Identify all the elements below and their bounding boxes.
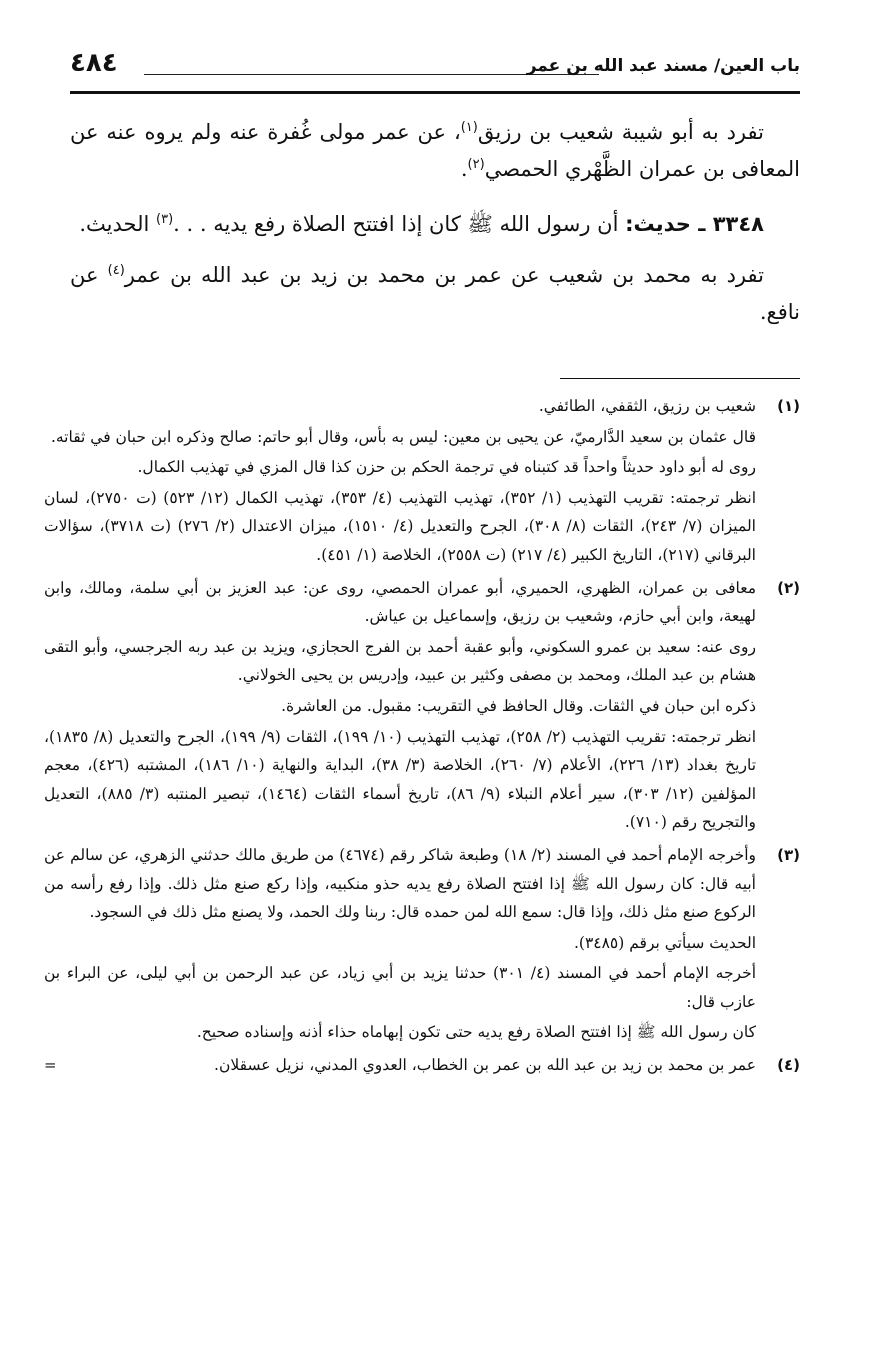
- footnote-paragraph: كان رسول الله ﷺ إذا افتتح الصلاة رفع يديه حتى تكون إبهاماه حذاء أذنه وإسناده صحيح.: [196, 1023, 756, 1042]
- hadith-number: ٣٣٤٨ ـ حديث:: [625, 212, 764, 236]
- footnote-4: [44, 1051, 800, 1080]
- footnote-marker: (٤): [777, 1056, 800, 1075]
- footnote-paragraph: انظر ترجمته: تقريب التهذيب (٢/ ٢٥٨)، تهذيب التهذيب (١٠/ ١٩٩)، الثقات (٩/ ١٩٩)، الجرح والتعديل (٨/ ١٨٣٥)، تاريخ بغداد (١٣/ ٢٢٦)، الأعلام (٧/ ٢٦٠)، الخلاصة (٣/ ٣٨)، البداية والنهاية (١٠/ ١٨٦)، المشتبه (٤٢٦)، معجم المؤلفين (١٢/ ٣٠٣)، سير أعلام النبلاء (٩/ ٨٦)، تاريخ أسماء الثقات (١٤٦٤)، تبصير المنتبه (٣/ ٨٨٥)، التعديل والتجريح رقم (٧١٠).: [44, 727, 757, 832]
- footnote-3: [44, 841, 800, 1047]
- footnote-paragraph: وأخرجه الإمام أحمد في المسند (٢/ ١٨) وطبعة شاكر رقم (٤٦٧٤) من طريق مالك حدثني الزهري، عن سالم عن أبيه قال: كان رسول الله ﷺ إذا افتتح الصلاة رفع يديه حذو منكبيه، وإذا ركع صنع مثل ذلك. وإذا رفع رأسه من الركوع صنع مثل ذلك، وإذا قال: سمع الله لمن حمده قال: ربنا ولك الحمد، ولا يصنع مثل ذلك في السجود.: [44, 845, 756, 922]
- footnote-1: [44, 392, 800, 570]
- hadith-text: أن رسول الله ﷺ كان إذا افتتح الصلاة رفع يديه . . .: [173, 212, 626, 236]
- footnote-ref-1: (١): [460, 120, 478, 135]
- footnote-paragraph: ذكره ابن حبان في الثقات. وقال الحافظ في التقريب: مقبول. من العاشرة.: [281, 696, 756, 715]
- footnote-paragraph: الحديث سيأتي برقم (٣٤٨٥).: [573, 933, 756, 952]
- chapter-title: باب العين/ مسند عبد الله بن عمر: [526, 56, 800, 76]
- header-rule: [70, 91, 800, 94]
- main-text: [70, 114, 800, 349]
- footnote-2: [44, 574, 800, 837]
- footnote-paragraph: انظر ترجمته: تقريب التهذيب (١/ ٣٥٢)، تهذيب التهذيب (٤/ ٣٥٣)، تهذيب الكمال (١٢/ ٥٢٣) (ت ٢٧٥٠)، لسان الميزان (٧/ ٢٤٣)، الثقات (٨/ ٣٠٨)، الجرح والتعديل (٤/ ١٥١٠)، ميزان الاعتدال (٢/ ٢٧٦) (ت ٣٧١٨)، سؤالات البرقاني (٢١٧)، التاريخ الكبير (٤/ ٢١٧) (ت ٢٥٥٨)، الخلاصة (١/ ٤٥١).: [44, 488, 757, 564]
- footnote-paragraph: أخرجه الإمام أحمد في المسند (٤/ ٣٠١) حدثنا يزيد بن أبي زياد، عن عبد الرحمن بن أبي ليلى، عن البراء بن عازب قال:: [44, 964, 756, 1011]
- footnote-marker: (٣): [777, 845, 800, 864]
- footnote-paragraph: معافى بن عمران، الظهري، الحميري، أبو عمران الحمصي، روى عن: عبد العزيز بن أبي سلمة، ومالك، وابن لهيعة، وابن أبي حازم، وشعيب بن رزيق، وإسماعيل بن عياش.: [44, 578, 756, 626]
- footnotes: [44, 392, 800, 1084]
- running-header: [70, 44, 800, 84]
- hadith-entry: ٣٣٤٨ ـ حديث: أن رسول الله ﷺ كان إذا افتتح الصلاة رفع يديه . . .$^{(٣)}$ الحديث.: [79, 212, 764, 236]
- footnote-paragraph: روى عنه: سعيد بن عمرو السكوني، وأبو عقبة أحمد بن الفرج الحجازي، ويزيد بن عبد ربه الجرجسي، وأبو التقى هشام بن عبد الملك، ومحمد بن مصفى وكثير بن عبيد، وإدريس بن يحيى الخولاني.: [44, 637, 756, 685]
- footnote-paragraph: روى له أبو داود حديثاً واحداً قد كتبناه في ترجمة الحكم بن حزن كذا قال المزي في تهذيب الكمال.: [137, 458, 756, 477]
- footnote-paragraph: قال عثمان بن سعيد الدَّارميّ، عن يحيى بن معين: ليس به بأس، وقال أبو حاتم: صالح وذكره ابن حبان في ثقاته.: [50, 427, 756, 446]
- continuation-mark: =: [44, 1056, 57, 1075]
- footnote-marker: (٢): [777, 578, 800, 597]
- footnote-marker: (١): [777, 397, 800, 415]
- footnote-ref-2: (٢): [467, 157, 485, 172]
- paragraph-1: تفرد به أبو شيبة شعيب بن رزيق$^{(١)}$، عن عمر مولى غُفرة عنه ولم يروه عنه عن المعافى بن عمران الظَّهْري الحمصي$^{(٢)}$.: [70, 120, 800, 181]
- footnote-paragraph: شعيب بن رزيق، الثقفي، الطائفي.: [538, 397, 756, 415]
- footnote-ref-3: (٣): [156, 212, 174, 227]
- footnote-ref-4: (٤): [107, 263, 125, 278]
- footnote-paragraph: عمر بن محمد بن زيد بن عبد الله بن عمر بن الخطاب، العدوي المدني، نزيل عسقلان. =: [44, 1051, 756, 1080]
- page-number: ٤٨٤: [70, 48, 118, 78]
- footnote-separator: [560, 378, 800, 379]
- paragraph-3: تفرد به محمد بن شعيب عن عمر بن محمد بن زيد بن عبد الله بن عمر$^{(٤)}$ عن نافع.: [70, 263, 800, 324]
